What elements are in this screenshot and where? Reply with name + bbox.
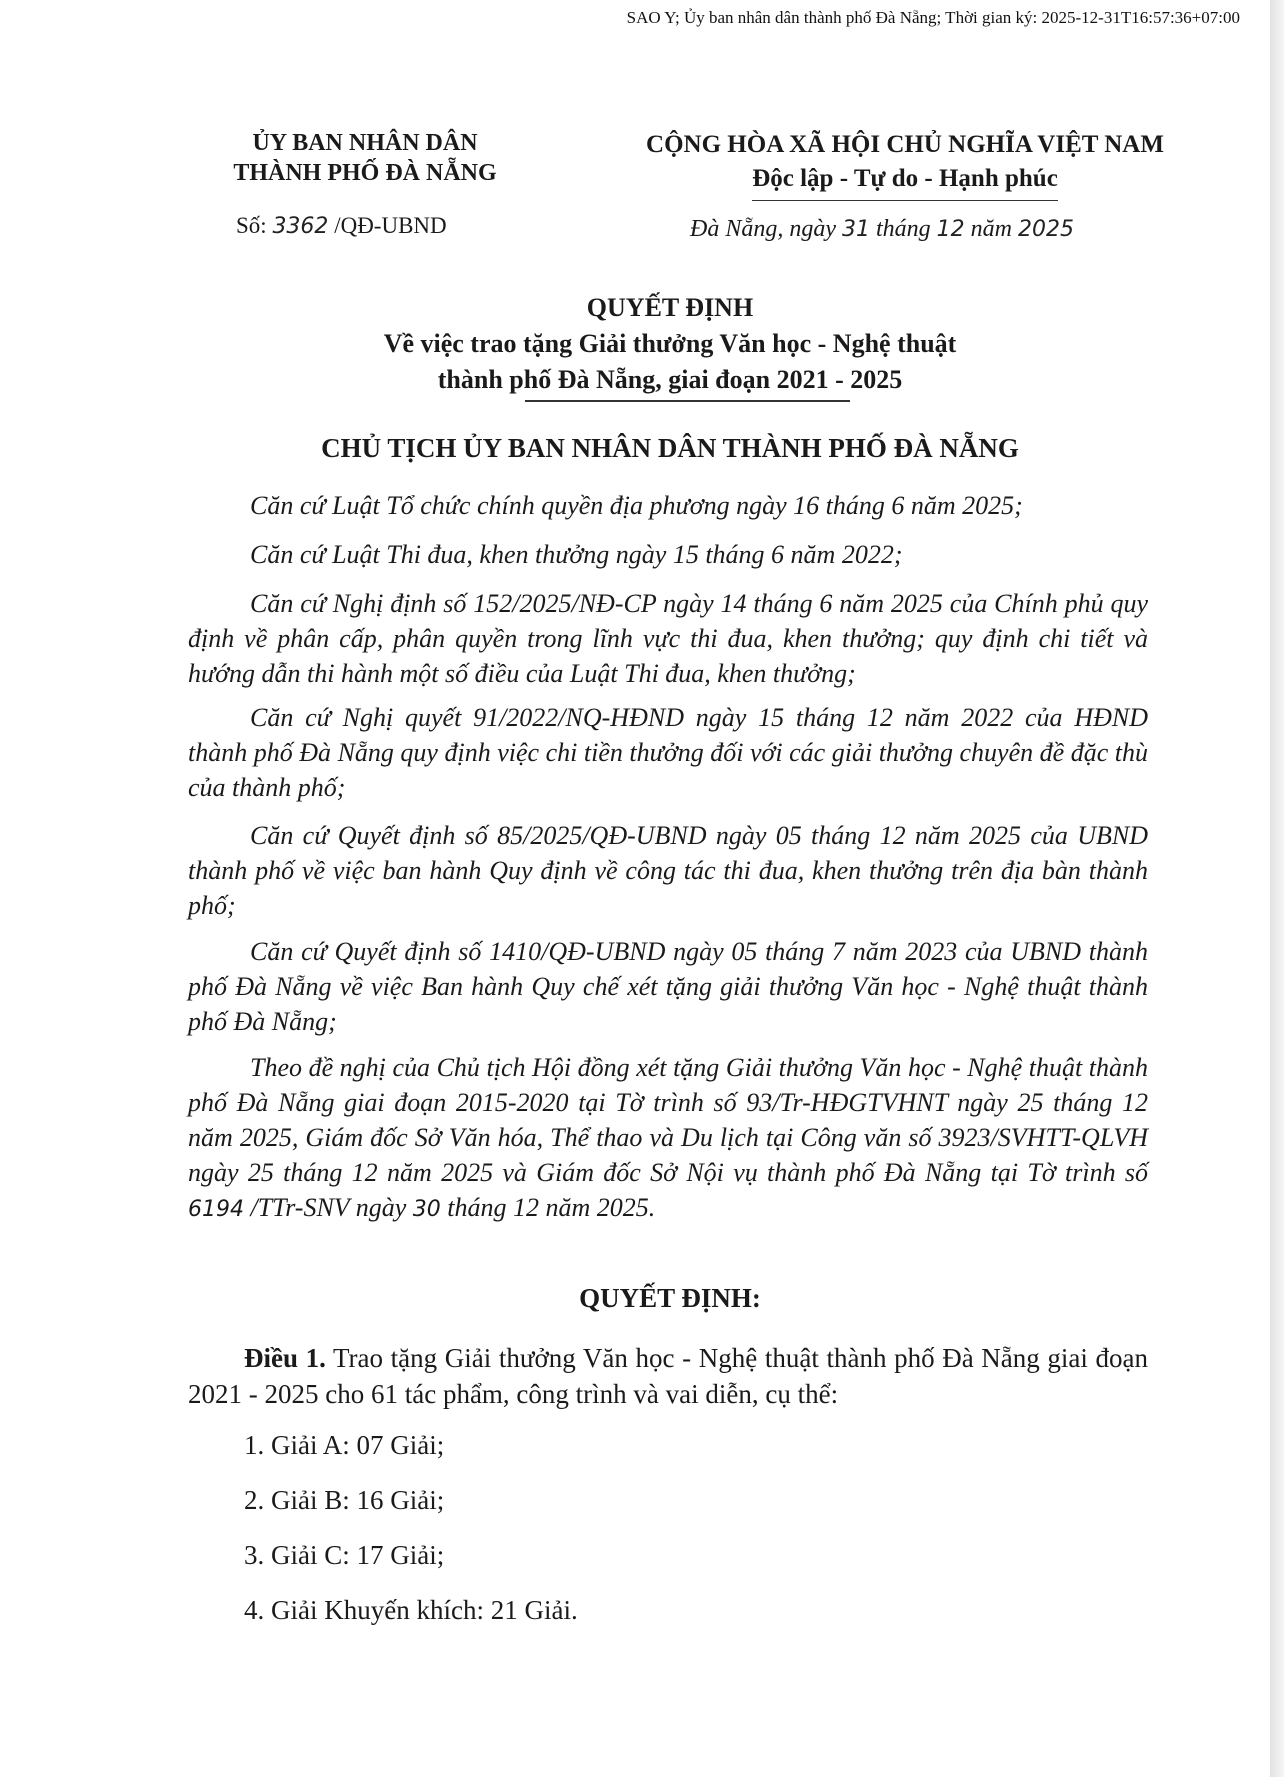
- number-handwritten: 3362: [272, 214, 329, 239]
- proposal-paragraph: [188, 1050, 1148, 1227]
- proposal-text-after: tháng 12 năm 2025.: [447, 1193, 656, 1222]
- title-line-2: Về việc trao tặng Giải thưởng Văn học - Nghệ thuật: [383, 329, 957, 358]
- article-1-text: Trao tặng Giải thưởng Văn học - Nghệ thuật thành phố Đà Nẵng giai đoạn 2021 - 2025 cho 61 tác phẩm, công trình và vai diễn, cụ thể:: [188, 1343, 1149, 1409]
- document-title: [170, 290, 1170, 398]
- national-motto: Độc lập - Tự do - Hạnh phúc: [752, 162, 1058, 196]
- date-month: 12: [936, 217, 965, 242]
- award-item-encouragement: 4. Giải Khuyến khích: 21 Giải.: [244, 1595, 578, 1625]
- decision-heading: QUYẾT ĐỊNH:: [579, 1283, 761, 1313]
- proposal-text-before: Theo đề nghị của Chủ tịch Hội đồng xét tặng Giải thưởng Văn học - Nghệ thuật thành phố Đà Nẵng giai đoạn 2015-2020 tại Tờ trình số 93/Tr-HĐGTVHNT ngày 25 tháng 12 năm 2025, Giám đốc Sở Văn hóa, Thể thao và Du lịch tại Công văn số 3923/SVHTT-QLVH ngày 25 tháng 12 năm 2025 và Giám đốc Sở Nội vụ thành phố Đà Nẵng tại Tờ trình số: [188, 1053, 1148, 1187]
- preamble-paragraph-1: Căn cứ Luật Tổ chức chính quyền địa phương ngày 16 tháng 6 năm 2025;: [250, 491, 1023, 520]
- motto-underline: [752, 200, 1058, 202]
- date-year: 2025: [1018, 217, 1075, 242]
- title-line-1: QUYẾT ĐỊNH: [586, 293, 754, 322]
- title-underline: [525, 400, 850, 402]
- preamble-paragraph-2: Căn cứ Luật Thi đua, khen thưởng ngày 15 tháng 6 năm 2022;: [250, 540, 903, 569]
- org-line-1: ỦY BAN NHÂN DÂN: [252, 130, 478, 156]
- number-suffix: /QĐ-UBND: [334, 213, 447, 238]
- document-number: [236, 213, 447, 239]
- date-day: 31: [842, 217, 870, 242]
- document-date: [690, 216, 1074, 243]
- title-line-3: thành phố Đà Nẵng, giai đoạn 2021 - 2025: [437, 365, 903, 394]
- article-1-label: Điều 1.: [244, 1343, 326, 1373]
- preamble-paragraph-4: Căn cứ Nghị quyết 91/2022/NQ-HĐND ngày 15 tháng 12 năm 2022 của HĐND thành phố Đà Nẵng quy định việc chi tiền thưởng đối với các giải thưởng chuyên đề đặc thù của thành phố;: [188, 703, 1148, 802]
- award-item-b: 2. Giải B: 16 Giải;: [244, 1485, 445, 1515]
- issuing-authority: CHỦ TỊCH ỦY BAN NHÂN DÂN THÀNH PHỐ ĐÀ NẴNG: [321, 433, 1019, 463]
- digital-signature-stamp: SAO Y; Ủy ban nhân dân thành phố Đà Nẵng; Thời gian ký: 2025-12-31T16:57:36+07:00: [626, 8, 1240, 27]
- proposal-handwritten-number: 6194: [188, 1197, 244, 1222]
- preamble-paragraph-5: Căn cứ Quyết định số 85/2025/QĐ-UBND ngày 05 tháng 12 năm 2025 của UBND thành phố về việc ban hành Quy định về công tác thi đua, khen thưởng trên địa bàn thành phố;: [188, 821, 1148, 920]
- article-1: [188, 1340, 1148, 1412]
- proposal-handwritten-day: 30: [412, 1197, 441, 1222]
- national-heading: [580, 128, 1230, 196]
- preamble-paragraph-6: Căn cứ Quyết định số 1410/QĐ-UBND ngày 05 tháng 7 năm 2023 của UBND thành phố Đà Nẵng về việc Ban hành Quy chế xét tặng giải thưởng Văn học - Nghệ thuật thành phố Đà Nẵng;: [188, 937, 1148, 1036]
- proposal-text-middle: /TTr-SNV ngày: [250, 1193, 407, 1222]
- issuing-organization: [190, 128, 540, 188]
- number-prefix: Số:: [236, 213, 267, 238]
- award-item-a: 1. Giải A: 07 Giải;: [244, 1430, 445, 1460]
- date-month-label: tháng: [876, 216, 931, 242]
- date-prefix: Đà Nẵng, ngày: [690, 216, 836, 242]
- page-edge-shadow: [1270, 0, 1284, 1777]
- award-item-c: 3. Giải C: 17 Giải;: [244, 1540, 445, 1570]
- preamble-paragraph-3: Căn cứ Nghị định số 152/2025/NĐ-CP ngày 14 tháng 6 năm 2025 của Chính phủ quy định về phân cấp, phân quyền trong lĩnh vực thi đua, khen thưởng; quy định chi tiết và hướng dẫn thi hành một số điều của Luật Thi đua, khen thưởng;: [188, 589, 1148, 688]
- org-line-2: THÀNH PHỐ ĐÀ NẴNG: [233, 160, 497, 186]
- date-year-label: năm: [970, 216, 1013, 242]
- nation-name: CỘNG HÒA XÃ HỘI CHỦ NGHĨA VIỆT NAM: [646, 131, 1164, 158]
